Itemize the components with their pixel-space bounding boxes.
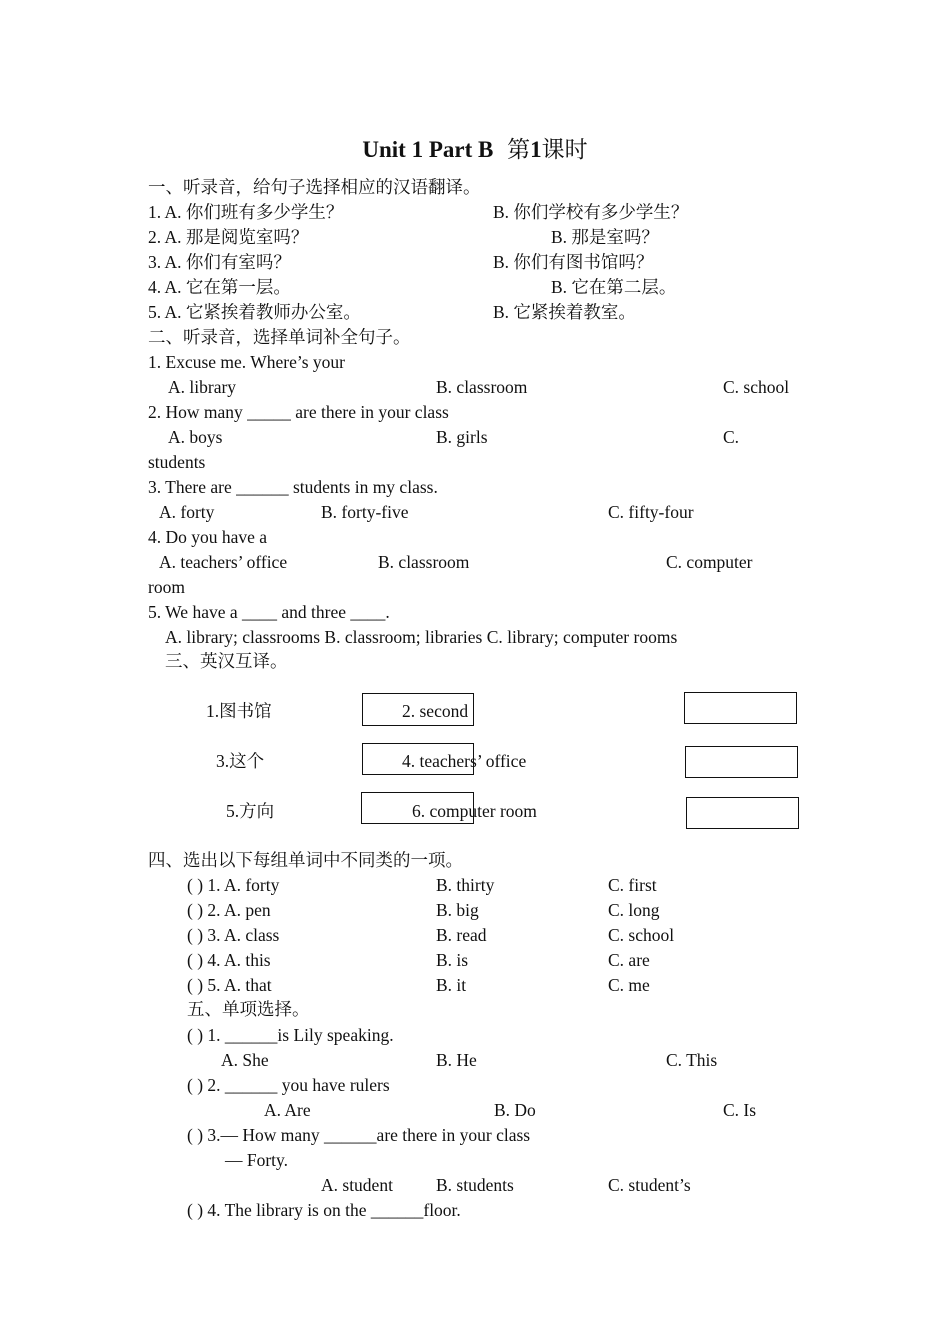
s2-q2-c-cont: students [148, 452, 206, 472]
s2-q3-b: B. forty-five [321, 502, 409, 522]
s4-q4-b: B. is [436, 950, 469, 970]
s2-q4-b: B. classroom [378, 552, 470, 572]
s2-q2-b: B. girls [436, 427, 488, 447]
section4-heading: 四、选出以下每组单词中不同类的一项。 [148, 850, 463, 870]
s2-q4-c-cont: room [148, 577, 185, 597]
section3-heading: 三、英汉互译。 [165, 651, 288, 671]
s4-q4-c: C. are [608, 950, 650, 970]
s5-q1-c: C. This [666, 1050, 718, 1070]
s2-q2-c: C. [723, 427, 740, 447]
s3-item-2: 2. second [402, 701, 469, 721]
s5-q3-b: B. students [436, 1175, 514, 1195]
s2-q1-a: A. library [168, 377, 237, 397]
s1-q5-a: 5. A. 它紧挨着教师办公室。 [148, 302, 361, 322]
title-lesson-num: 1 [530, 137, 542, 162]
s5-q2-b: B. Do [494, 1100, 536, 1120]
s1-q4-b: B. 它在第二层。 [551, 277, 677, 297]
s4-q1: ( ) 1. A. forty [187, 875, 280, 895]
answer-box-4 [685, 746, 798, 778]
s4-q2-c: C. long [608, 900, 660, 920]
title-lesson-pre: 第 [507, 137, 531, 162]
s5-q1-a: A. She [221, 1050, 269, 1070]
section1-heading: 一、听录音，给句子选择相应的汉语翻译。 [148, 177, 481, 197]
s5-q3-c: C. student’s [608, 1175, 691, 1195]
s2-q1: 1. Excuse me. Where’s your [148, 352, 345, 372]
s1-q2-b: B. 那是室吗？ [551, 227, 659, 247]
s2-q5-options: A. library; classrooms B. classroom; libraries C. library; computer rooms [165, 627, 678, 647]
title-unit: Unit 1 Part B [362, 137, 494, 162]
s4-q5: ( ) 5. A. that [187, 975, 272, 995]
s5-q2-c: C. Is [723, 1100, 757, 1120]
s5-q2: ( ) 2. ______ you have rulers [187, 1075, 390, 1095]
s5-q1: ( ) 1. ______is Lily speaking. [187, 1025, 394, 1045]
s5-q3: ( ) 3.— How many ______are there in your class [187, 1125, 531, 1145]
s2-q4: 4. Do you have a [148, 527, 268, 547]
s5-q2-a: A. Are [264, 1100, 311, 1120]
s1-q4-a: 4. A. 它在第一层。 [148, 277, 291, 297]
s3-item-3: 3.这个 [216, 751, 265, 771]
title-lesson-post: 课时 [541, 137, 588, 162]
s1-q1-b: B. 你们学校有多少学生？ [493, 202, 689, 222]
s5-q3-a: A. student [321, 1175, 393, 1195]
s3-item-5: 5.方向 [226, 801, 275, 821]
s2-q1-b: B. classroom [436, 377, 528, 397]
answer-box-2 [684, 692, 797, 724]
s4-q2: ( ) 2. A. pen [187, 900, 271, 920]
s3-item-1: 1.图书馆 [206, 701, 272, 721]
s4-q1-b: B. thirty [436, 875, 495, 895]
s4-q3-b: B. read [436, 925, 487, 945]
s4-q2-b: B. big [436, 900, 479, 920]
s2-q4-c: C. computer [666, 552, 753, 572]
page-title [0, 136, 950, 164]
s5-q3-answer: — Forty. [225, 1150, 289, 1170]
section2-heading: 二、听录音，选择单词补全句子。 [148, 327, 411, 347]
s2-q2: 2. How many _____ are there in your class [148, 402, 449, 422]
s4-q3-c: C. school [608, 925, 675, 945]
answer-box-6 [686, 797, 799, 829]
s2-q3-a: A. forty [159, 502, 215, 522]
s3-item-4: 4. teachers’ office [402, 751, 527, 771]
s5-q4: ( ) 4. The library is on the ______floor. [187, 1200, 461, 1220]
s2-q3-c: C. fifty-four [608, 502, 694, 522]
s2-q1-c: C. school [723, 377, 790, 397]
s4-q3: ( ) 3. A. class [187, 925, 280, 945]
s5-q1-b: B. He [436, 1050, 477, 1070]
s1-q3-a: 3. A. 你们有室吗？ [148, 252, 291, 272]
s4-q5-c: C. me [608, 975, 650, 995]
s2-q3: 3. There are ______ students in my class. [148, 477, 438, 497]
s1-q3-b: B. 你们有图书馆吗？ [493, 252, 654, 272]
s2-q5: 5. We have a ____ and three ____. [148, 602, 390, 622]
s1-q2-a: 2. A. 那是阅览室吗？ [148, 227, 309, 247]
s4-q1-c: C. first [608, 875, 657, 895]
s3-item-6: 6. computer room [412, 801, 537, 821]
s2-q2-a: A. boys [168, 427, 223, 447]
s4-q5-b: B. it [436, 975, 467, 995]
s1-q1-a: 1. A. 你们班有多少学生？ [148, 202, 344, 222]
s4-q4: ( ) 4. A. this [187, 950, 271, 970]
s1-q5-b: B. 它紧挨着教室。 [493, 302, 636, 322]
section5-heading: 五、单项选择。 [187, 999, 310, 1019]
s2-q4-a: A. teachers’ office [159, 552, 288, 572]
